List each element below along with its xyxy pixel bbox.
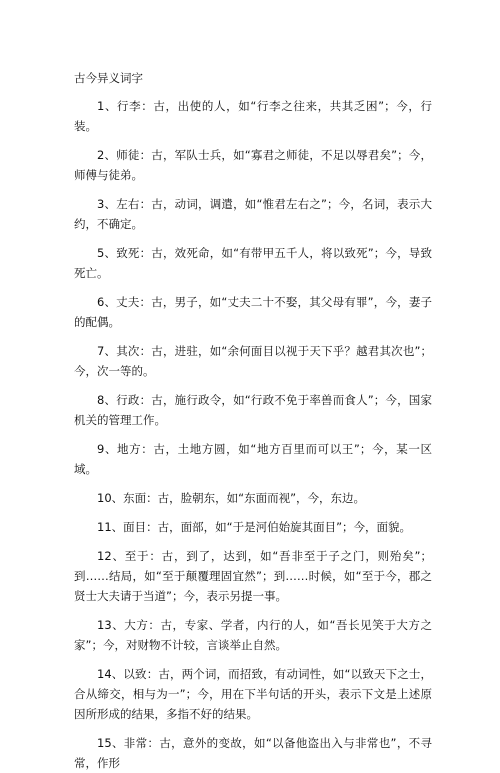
entry-2: 2、师徒：古，军队士兵，如“寡君之师徒，不足以辱君矣”；今，师傅与徒弟。 xyxy=(74,148,432,182)
entry-10: 10、东面：古，脸朝东，如“东面而视”，今，东边。 xyxy=(97,491,366,505)
entry-15: 15、非常：古，意外的变故，如“以备他盗出入与非常也”，不寻常，作形 xyxy=(74,736,432,770)
entry-5: 5、致死：古，效死命，如“有带甲五千人，将以致死”；今，导致死亡。 xyxy=(74,246,432,280)
entry-9: 9、地方：古，土地方圆，如“地方百里而可以王”；今，某一区域。 xyxy=(74,442,432,476)
entry-14: 14、以致：古，两个词，而招致，有动词性，如“以致天下之士，合从缔交，相与为一”；今，用在下半句话的开头，表示下文是上述原因所形成的结果，多指不好的结果。 xyxy=(74,667,432,721)
entry-12: 12、至于：古，到了，达到，如“吾非至于子之门，则殆矣”；到……结局，如“至于颠覆理固宜然”；到……时候，如“至于今，郡之贤士大夫请于当道”；今，表示另提一事。 xyxy=(74,549,432,603)
entry-6: 6、丈夫：古，男子，如“丈夫二十不娶，其父母有罪”，今，妻子的配偶。 xyxy=(74,295,432,329)
entry-8: 8、行政：古，施行政令，如“行政不免于率兽而食人”；今，国家机关的管理工作。 xyxy=(74,393,432,427)
entry-7: 7、其次：古，进驻，如“余何面目以视于天下乎？越君其次也”；今，次一等的。 xyxy=(74,344,432,378)
entry-11: 11、面目：古，面部，如“于是河伯始旋其面目”；今，面貌。 xyxy=(97,520,412,534)
entry-13: 13、大方：古，专家、学者，内行的人，如“吾长见笑于大方之家”；今，对财物不计较，言谈举止自然。 xyxy=(74,618,432,652)
document-title: 古今异义词字 xyxy=(74,71,143,85)
entry-3: 3、左右：古，动词，调遣，如“惟君左右之”；今，名词，表示大约，不确定。 xyxy=(74,197,432,231)
entry-1: 1、行李：古，出使的人，如“行李之往来，共其乏困”；今，行装。 xyxy=(74,99,432,133)
